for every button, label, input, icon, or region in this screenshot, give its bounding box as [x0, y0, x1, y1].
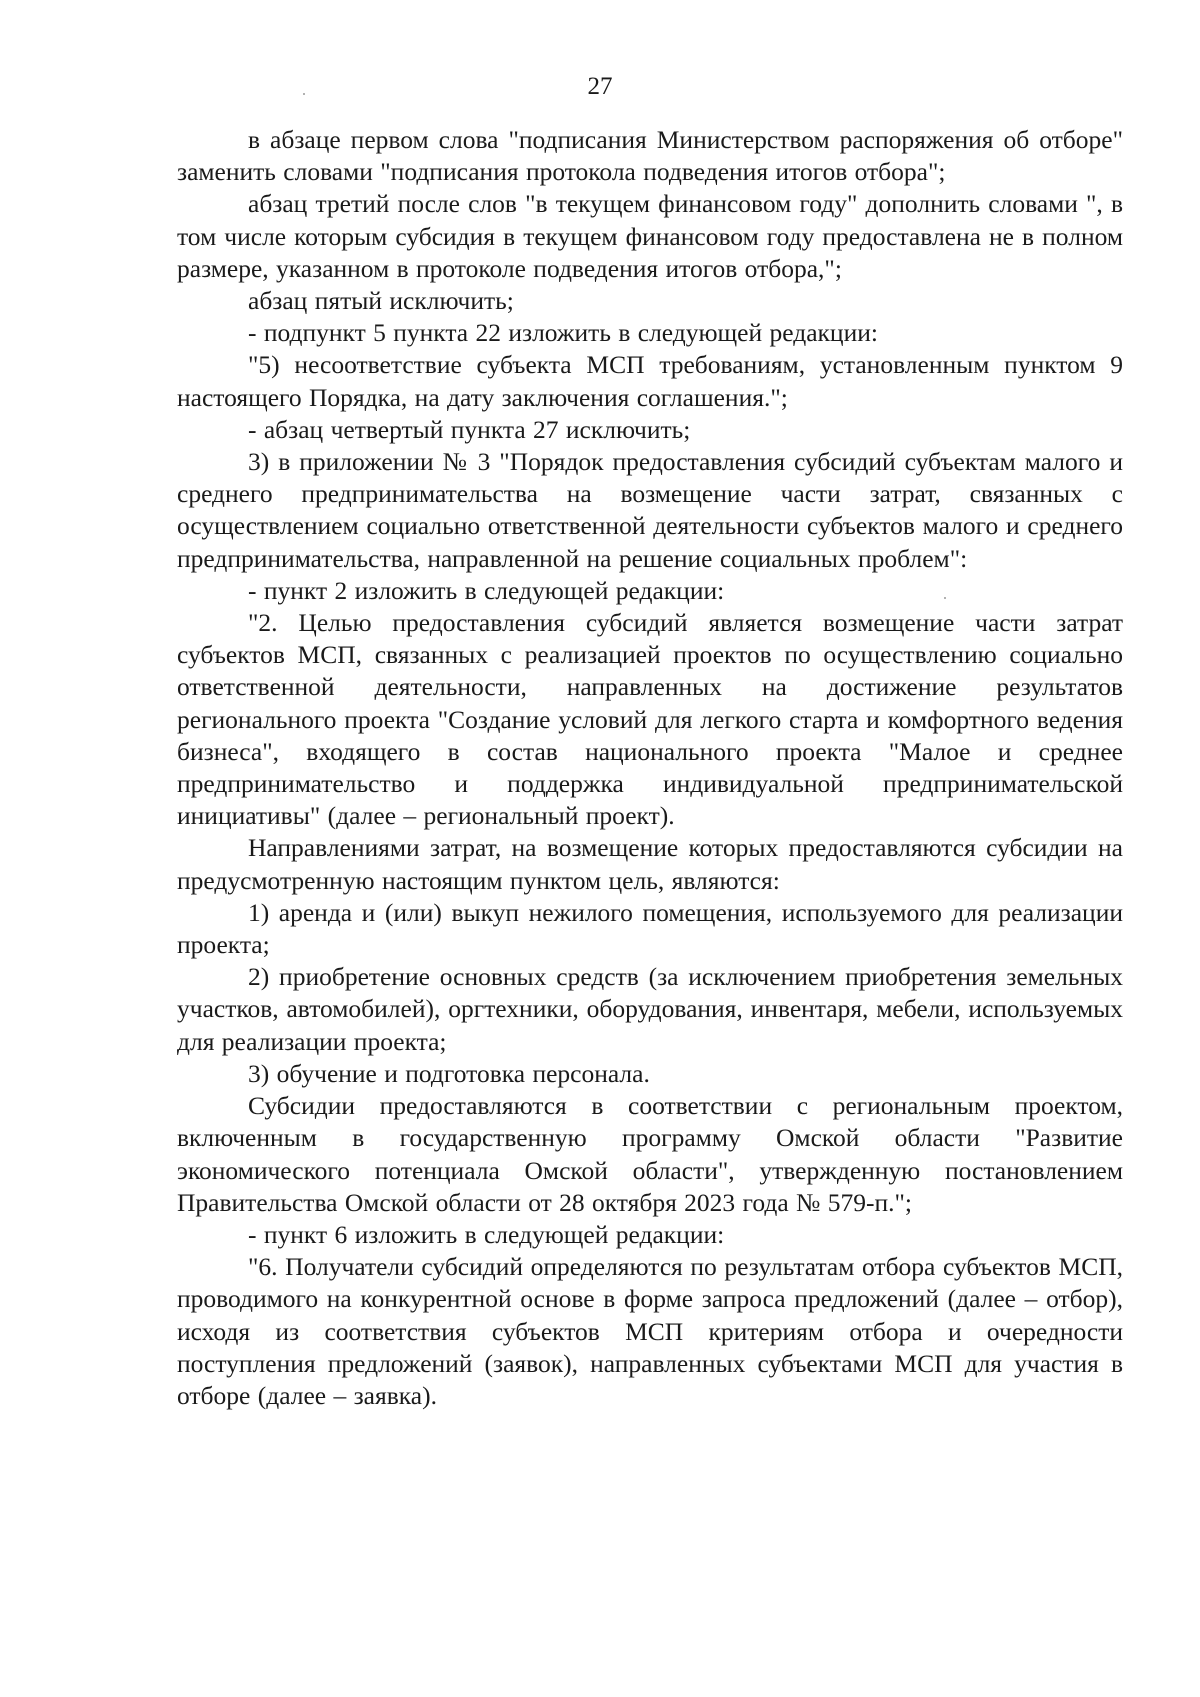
paragraph-3: абзац пятый исключить; [248, 286, 514, 316]
paragraph-5: "5) несоответствие субъекта МСП требованиям, установленным пунктом 9 настоящего Порядка, на дату заключения соглашения."; [177, 350, 1123, 412]
paragraph-13: 3) обучение и подготовка персонала. [248, 1058, 650, 1088]
document-body [177, 124, 1123, 1412]
paragraph-7: 3) в приложении № 3 "Порядок предоставления субсидий субъектам малого и среднего предпринимательства на возмещение части затрат, связанных с осуществлением социально ответственной деятельности субъектов малого и среднего предпринимательства, направленной на решение социальных проблем": [177, 447, 1123, 573]
paragraph-8: - пункт 2 изложить в следующей редакции: [248, 575, 725, 605]
paragraph-10: Направлениями затрат, на возмещение которых предоставляются субсидии на предусмотренную настоящим пунктом цель, являются: [177, 833, 1123, 895]
paragraph-2: абзац третий после слов "в текущем финансовом году" дополнить словами ", в том числе которым субсидия в текущем финансовом году предоставлена не в полном размере, указанном в протоколе подведения итогов отбора,"; [177, 189, 1123, 283]
paragraph-14: Субсидии предоставляются в соответствии с региональным проектом, включенным в государственную программу Омской области "Развитие экономического потенциала Омской области", утвержденную постановлением Правительства Омской области от 28 октября 2023 года № 579-п."; [177, 1091, 1123, 1217]
paragraph-12: 2) приобретение основных средств (за исключением приобретения земельных участков, автомобилей), оргтехники, оборудования, инвентаря, мебели, используемых для реализации проекта; [177, 962, 1123, 1056]
page-number: 27 [587, 73, 613, 100]
paragraph-4: - подпункт 5 пункта 22 изложить в следующей редакции: [248, 318, 878, 348]
paragraph-6: - абзац четвертый пункта 27 исключить; [248, 414, 691, 444]
paragraph-9: "2. Целью предоставления субсидий является возмещение части затрат субъектов МСП, связанных с реализацией проектов по осуществлению социально ответственной деятельности, направленных на достижение результатов регионального проекта "Создание условий для легкого старта и комфортного ведения бизнеса", входящего в состав национального проекта "Малое и среднее предпринимательство и поддержка индивидуальной предпринимательской инициативы" (далее – региональный проект). [177, 608, 1123, 831]
paragraph-11: 1) аренда и (или) выкуп нежилого помещения, используемого для реализации проекта; [177, 897, 1123, 960]
paragraph-1: в абзаце первом слова "подписания Министерством распоряжения об отборе" заменить словами "подписания протокола подведения итогов отбора"; [177, 125, 1123, 187]
paragraph-15: - пункт 6 изложить в следующей редакции: [248, 1219, 725, 1249]
paragraph-16: "6. Получатели субсидий определяются по результатам отбора субъектов МСП, проводимого на конкурентной основе в форме запроса предложений (далее – отбор), исходя из соответствия субъектов МСП критериям отбора и очередности поступления предложений (заявок), направленных субъектами МСП для участия в отборе (далее – заявка). [177, 1252, 1123, 1410]
